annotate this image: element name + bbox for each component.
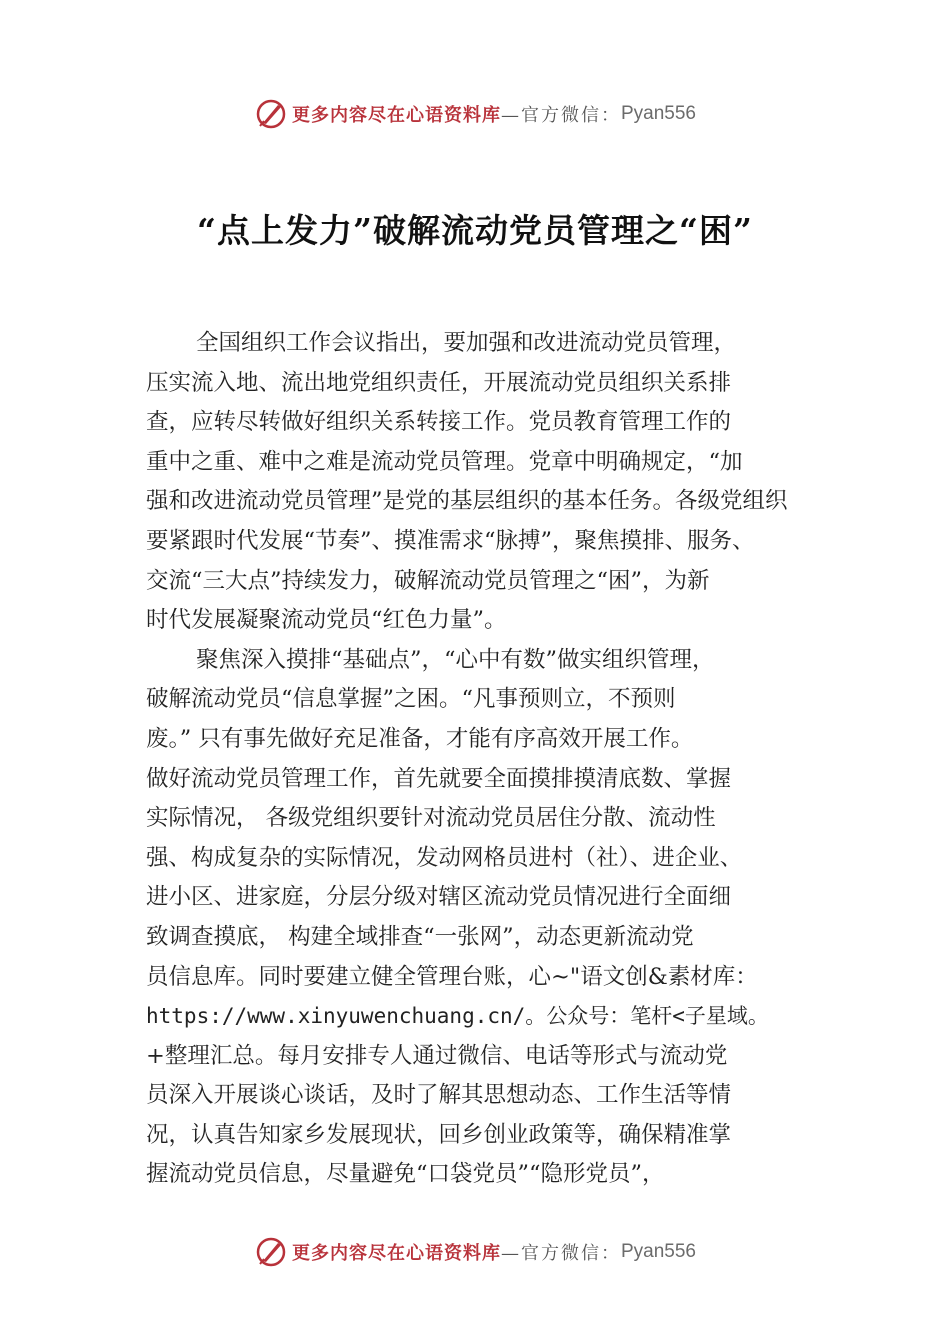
- text-line: 强和改进流动党员管理”是党的基层组织的基本任务。各级党组织: [146, 488, 788, 515]
- text-line: 做好流动党员管理工作，首先就要全面摸排摸清底数、掌握: [146, 765, 732, 792]
- text-line: 破解流动党员“信息掌握”之困。“凡事预则立，不预则: [146, 686, 676, 713]
- document-body: [146, 324, 846, 1195]
- text-line: 压实流入地、流出地党组织责任，开展流动党员组织关系排: [146, 369, 732, 396]
- text-line: 实际情况， 各级党组织要针对流动党员居住分散、流动性: [146, 805, 716, 832]
- text-line: 致调查摸底， 构建全域排查“一张网”，动态更新流动党: [146, 923, 694, 950]
- banner-wechat-id: Pyan556: [620, 1241, 696, 1262]
- quill-logo-icon: [254, 97, 288, 131]
- banner-wechat-id: Pyan556: [620, 103, 696, 124]
- text-line: 员深入开展谈心谈话，及时了解其思想动态、工作生活等情: [146, 1082, 732, 1109]
- header-banner: [0, 94, 950, 134]
- banner-gray-text: —官方微信：: [500, 1243, 621, 1264]
- text-line: +整理汇总。每月安排专人通过微信、电话等形式与流动党: [146, 1042, 728, 1069]
- footer-banner: [0, 1232, 950, 1272]
- text-line: 握流动党员信息，尽量避免“口袋党员”“隐形党员”，: [146, 1161, 665, 1188]
- text-line: 员信息库。同时要建立健全管理台账，心~"语文创&素材库：: [146, 963, 758, 990]
- banner-red-text: 更多内容尽在心语资料库: [291, 1243, 501, 1264]
- text-line: 重中之重、难中之难是流动党员管理。党章中明确规定，“加: [146, 448, 743, 475]
- text-line: 时代发展凝聚流动党员“红色力量”。: [146, 607, 507, 634]
- quill-logo-icon: [254, 1235, 288, 1269]
- text-line: 要紧跟时代发展“节奏”、摸准需求“脉搏”，聚焦摸排、服务、: [146, 527, 755, 554]
- text-line-url: https://www.xinyuwenchuang.cn/。公众号：笔杆<子星域。: [146, 1004, 769, 1029]
- text-line: 废。” 只有事先做好充足准备，才能有序高效开展工作。: [146, 725, 694, 752]
- text-line: 交流“三大点”持续发力，破解流动党员管理之“困”，为新: [146, 567, 710, 594]
- text-line: 查，应转尽转做好组织关系转接工作。党员教育管理工作的: [146, 409, 732, 436]
- text-line: 聚焦深入摸排“基础点”，“心中有数”做实组织管理，: [196, 646, 715, 673]
- text-line: 况，认真告知家乡发展现状，回乡创业政策等，确保精准掌: [146, 1121, 732, 1148]
- text-line: 全国组织工作会议指出，要加强和改进流动党员管理，: [196, 330, 737, 356]
- banner-gray-text: —官方微信：: [500, 105, 621, 126]
- document-title: “点上发力”破解流动党员管理之“困”: [197, 211, 753, 250]
- banner-red-text: 更多内容尽在心语资料库: [291, 105, 501, 126]
- text-line: 进小区、进家庭，分层分级对辖区流动党员情况进行全面细: [146, 884, 732, 911]
- text-line: 强、构成复杂的实际情况，发动网格员进村（社）、进企业、: [146, 844, 743, 871]
